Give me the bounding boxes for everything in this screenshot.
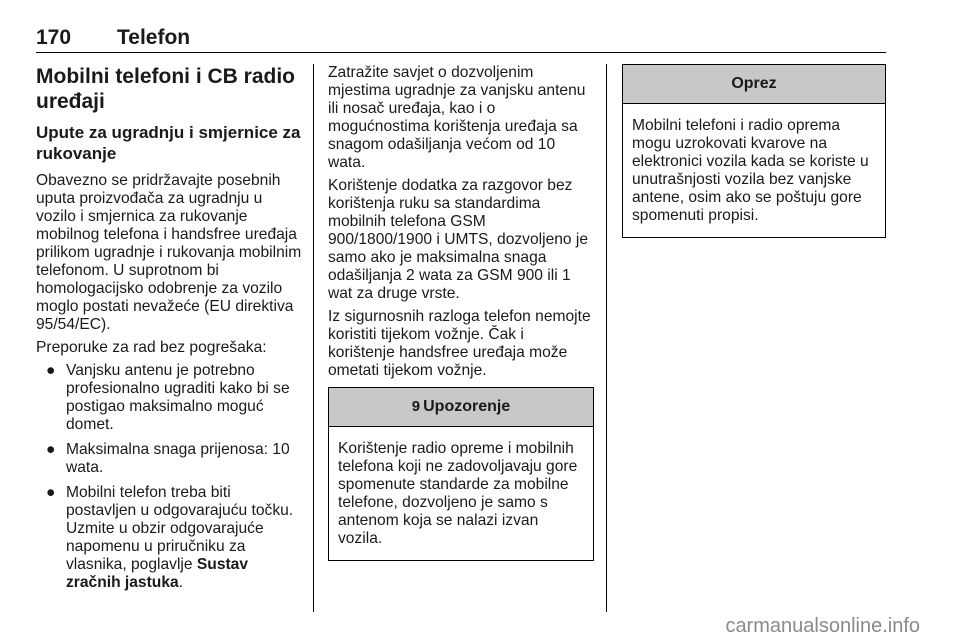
bullet-list bbox=[36, 362, 302, 592]
warning-header bbox=[329, 388, 593, 427]
caution-box bbox=[622, 64, 886, 238]
caution-header bbox=[623, 65, 885, 104]
list-item-text: Maksimalna snaga prijenosa: 10 wata. bbox=[66, 441, 290, 476]
page-header bbox=[36, 26, 886, 53]
bullet-icon: ● bbox=[46, 484, 56, 501]
caution-title: Oprez bbox=[731, 75, 777, 92]
warning-box bbox=[328, 387, 594, 561]
list-item-text: Vanjsku antenu je potrebno profesionalno ugraditi kako bi se postigao maksimalno moguć domet. bbox=[66, 362, 290, 433]
list-item-text-tail: . bbox=[178, 574, 184, 591]
list-item bbox=[36, 441, 302, 477]
warning-title: Upozorenje bbox=[423, 398, 511, 415]
section-title: Telefon bbox=[117, 26, 191, 49]
chapter-title: Mobilni telefoni i CB radio uređaji bbox=[36, 65, 295, 113]
warning-text: Korištenje radio opreme i mobilnih telefona koji ne zadovoljavaju gore spomenute standarde za mobilne telefone, dozvoljeno je samo s antenom koja se nalazi izvan vozila. bbox=[338, 440, 578, 547]
column-middle bbox=[328, 64, 594, 561]
column-right bbox=[622, 64, 886, 238]
watermark: carmanualsonline.info bbox=[725, 615, 920, 637]
list-item-text: Mobilni telefon treba biti postavljen u odgovarajuću točku. Uzmite u obzir odgovarajuće napomenu u priručniku za vlasnika, poglavlje bbox=[66, 484, 294, 573]
paragraph: Zatražite savjet o dozvoljenim mjestima ugradnje za vanjsku antenu ili nosač uređaja, kao i o mogućnostima korištenja uređaja sa snagom odašiljanja većom od 10 wata. bbox=[328, 64, 586, 171]
caution-text: Mobilni telefoni i radio oprema mogu uzrokovati kvarove na elektronici vozila kada se koriste u unutrašnjosti vozila bez vanjske antene, osim ako se poštuju gore spomenuti propisi. bbox=[632, 117, 869, 224]
section-subtitle: Upute za ugradnju i smjernice za rukovanje bbox=[36, 123, 301, 163]
paragraph: Preporuke za rad bez pogrešaka: bbox=[36, 339, 267, 356]
column-left bbox=[36, 64, 302, 599]
paragraph: Korištenje dodatka za razgovor bez korištenja ruku sa standardima mobilnih telefona GSM 900/1800/1900 i UMTS, dozvoljeno je samo ako je maksimalna snaga odašiljanja 2 wata za GSM 900 ili 1 wat za druge vrste. bbox=[328, 177, 589, 302]
page-number: 170 bbox=[36, 26, 72, 49]
cross-reference: Sustav zračnih jastuka bbox=[66, 556, 249, 591]
bullet-icon: ● bbox=[46, 362, 56, 379]
column-divider bbox=[313, 64, 314, 612]
paragraph: Iz sigurnosnih razloga telefon nemojte koristiti tijekom vožnje. Čak i korištenje handsfree uređaja može ometati tijekom vožnje. bbox=[328, 308, 591, 379]
list-item bbox=[36, 484, 302, 592]
bullet-icon: ● bbox=[46, 441, 56, 458]
paragraph: Obavezno se pridržavajte posebnih uputa proizvođača za ugradnju u vozilo i smjernica za rukovanje mobilnog telefona i handsfree uređaja prilikom ugradnje i rukovanja mobilnim telefonom. U suprotnom bi homologacijsko odobrenje za vozilo moglo postati nevažeće (EU direktiva 95/54/EC). bbox=[36, 172, 302, 333]
column-divider bbox=[606, 64, 607, 612]
warning-icon: 9 bbox=[411, 398, 421, 415]
list-item bbox=[36, 362, 302, 434]
